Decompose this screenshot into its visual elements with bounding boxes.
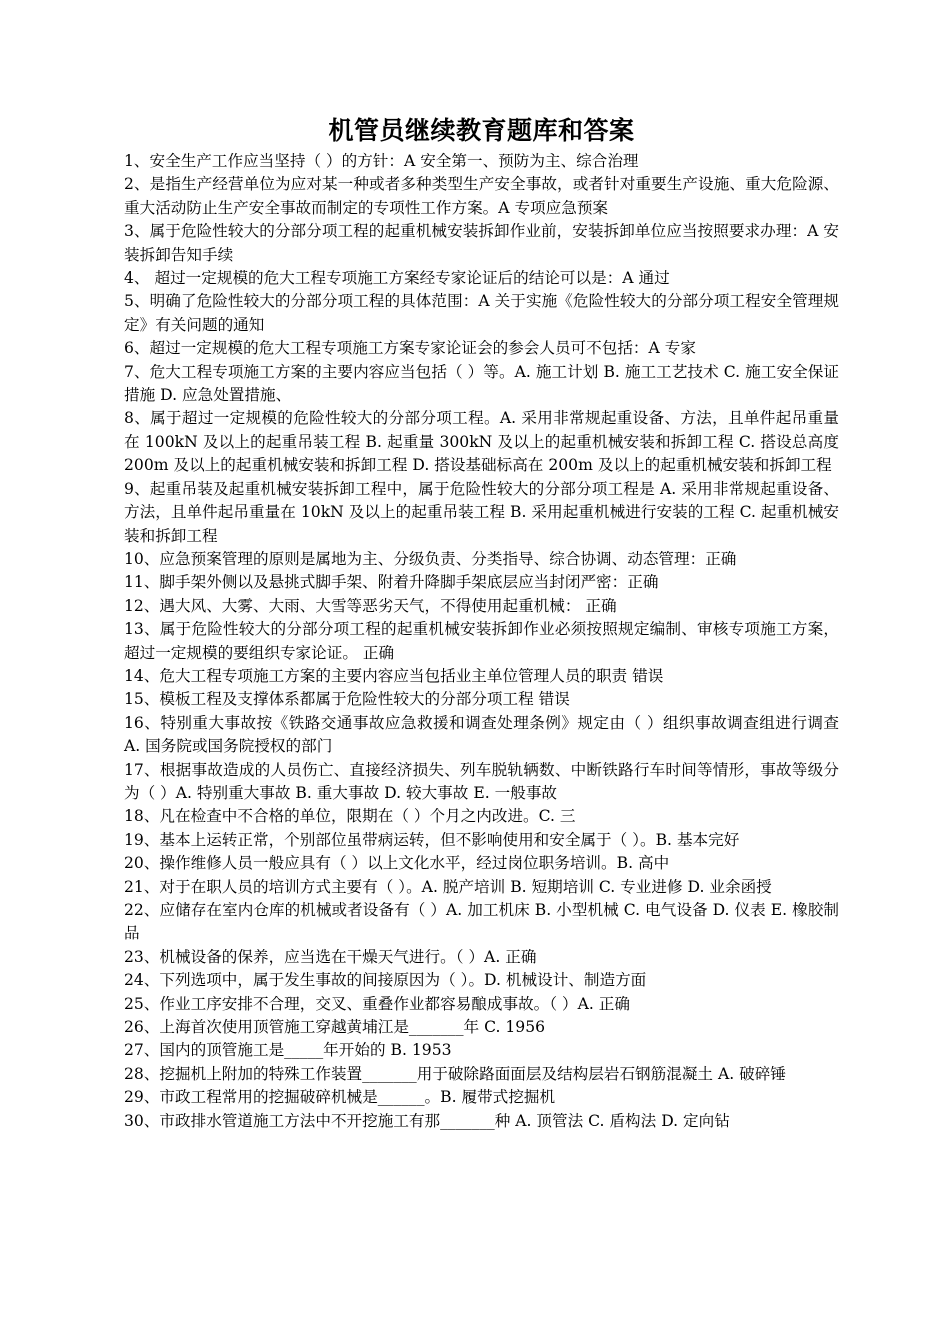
question-item: 23、机械设备的保养，应当选在干燥天气进行。（ ）A. 正确 [124, 947, 537, 966]
question-item: 5、明确了危险性较大的分部分项工程的具体范围：A 关于实施《危险性较大的分部分项工程安全管理规定》有关问题的通知 [124, 292, 839, 334]
question-item: 28、挖掘机上附加的特殊工作装置_______用于破除路面面层及结构层岩石钢筋混凝土 A. 破碎锤 [124, 1064, 786, 1083]
question-item: 2、是指生产经营单位为应对某一种或者多种类型生产安全事故，或者针对重要生产设施、重大危险源、重大活动防止生产安全事故而制定的专项性工作方案。A 专项应急预案 [124, 175, 839, 217]
question-item: 10、应急预案管理的原则是属地为主、分级负责、分类指导、综合协调、动态管理：正确 [124, 549, 737, 568]
question-item: 26、上海首次使用顶管施工穿越黄埔江是_______年 C. 1956 [124, 1018, 546, 1037]
question-item: 12、遇大风、大雾、大雨、大雪等恶劣天气，不得使用起重机械： 正确 [124, 596, 617, 615]
document-title: 机管员继续教育题库和答案 [328, 116, 635, 145]
question-item: 6、超过一定规模的危大工程专项施工方案专家论证会的参会人员可不包括：A 专家 [124, 339, 696, 358]
question-item: 13、属于危险性较大的分部分项工程的起重机械安装拆卸作业必须按照规定编制、审核专项施工方案，超过一定规模的要组织专家论证。 正确 [124, 620, 839, 662]
question-item: 22、应储存在室内仓库的机械或者设备有（ ）A. 加工机床 B. 小型机械 C. 电气设备 D. 仪表 E. 橡胶制品 [124, 901, 839, 943]
question-item: 20、操作维修人员一般应具有（ ）以上文化水平，经过岗位职务培训。B. 高中 [124, 854, 670, 873]
question-item: 8、属于超过一定规模的危险性较大的分部分项工程。A. 采用非常规起重设备、方法，且单件起吊重量在 100kN 及以上的起重吊装工程 B. 起重量 300kN 及以上的起重机械安装和拆卸工程 C. 搭设总高度 200m 及以上的起重机械安装和拆卸工程 D. 搭设基础标高在 200m 及以上的起重机械安装和拆卸工程 [124, 409, 839, 475]
question-item: 1、安全生产工作应当坚持（ ）的方针：A 安全第一、预防为主、综合治理 [124, 152, 639, 170]
question-item: 27、国内的顶管施工是_____年开始的 B. 1953 [124, 1041, 452, 1060]
question-item: 25、作业工序安排不合理，交叉、重叠作业都容易酿成事故。（ ）A. 正确 [124, 994, 630, 1013]
question-item: 14、危大工程专项施工方案的主要内容应当包括业主单位管理人员的职责 错误 [124, 666, 664, 685]
question-item: 17、根据事故造成的人员伤亡、直接经济损失、列车脱轨辆数、中断铁路行车时间等情形，事故等级分为（ ）A. 特别重大事故 B. 重大事故 D. 较大事故 E. 一般事故 [124, 760, 839, 802]
question-list [124, 150, 839, 1133]
question-item: 9、起重吊装及起重机械安装拆卸工程中，属于危险性较大的分部分项工程是 A. 采用非常规起重设备、方法，且单件起吊重量在 10kN 及以上的起重吊装工程 B. 采用起重机械进行安装的工程 C. 起重机械安装和拆卸工程 [124, 479, 839, 545]
question-item: 15、模板工程及支撑体系都属于危险性较大的分部分项工程 错误 [124, 690, 570, 709]
question-item: 21、对于在职人员的培训方式主要有（ ）。A. 脱产培训 B. 短期培训 C. 专业进修 D. 业余函授 [124, 877, 772, 896]
document-page [124, 112, 839, 1133]
question-item: 7、危大工程专项施工方案的主要内容应当包括（ ）等。A. 施工计划 B. 施工工艺技术 C. 施工安全保证措施 D. 应急处置措施、 [124, 362, 839, 405]
question-item: 16、特别重大事故按《铁路交通事故应急救援和调查处理条例》规定由（ ）组织事故调查组进行调查 A. 国务院或国务院授权的部门 [124, 713, 839, 756]
question-item: 3、属于危险性较大的分部分项工程的起重机械安装拆卸作业前，安装拆卸单位应当按照要求办理：A 安装拆卸告知手续 [124, 222, 839, 264]
question-item: 4、 超过一定规模的危大工程专项施工方案经专家论证后的结论可以是：A 通过 [124, 269, 670, 288]
question-item: 29、市政工程常用的挖掘破碎机械是______。B. 履带式挖掘机 [124, 1088, 556, 1107]
question-item: 24、下列选项中，属于发生事故的间接原因为（ ）。D. 机械设计、制造方面 [124, 971, 647, 990]
question-item: 30、市政排水管道施工方法中不开挖施工有那_______种 A. 顶管法 C. 盾构法 D. 定向钻 [124, 1111, 730, 1130]
question-item: 18、凡在检查中不合格的单位，限期在（ ）个月之内改进。C. 三 [124, 807, 576, 826]
question-item: 19、基本上运转正常，个别部位虽带病运转，但不影响使用和安全属于（ ）。B. 基本完好 [124, 830, 740, 849]
question-item: 11、脚手架外侧以及悬挑式脚手架、附着升降脚手架底层应当封闭严密：正确 [124, 573, 659, 592]
